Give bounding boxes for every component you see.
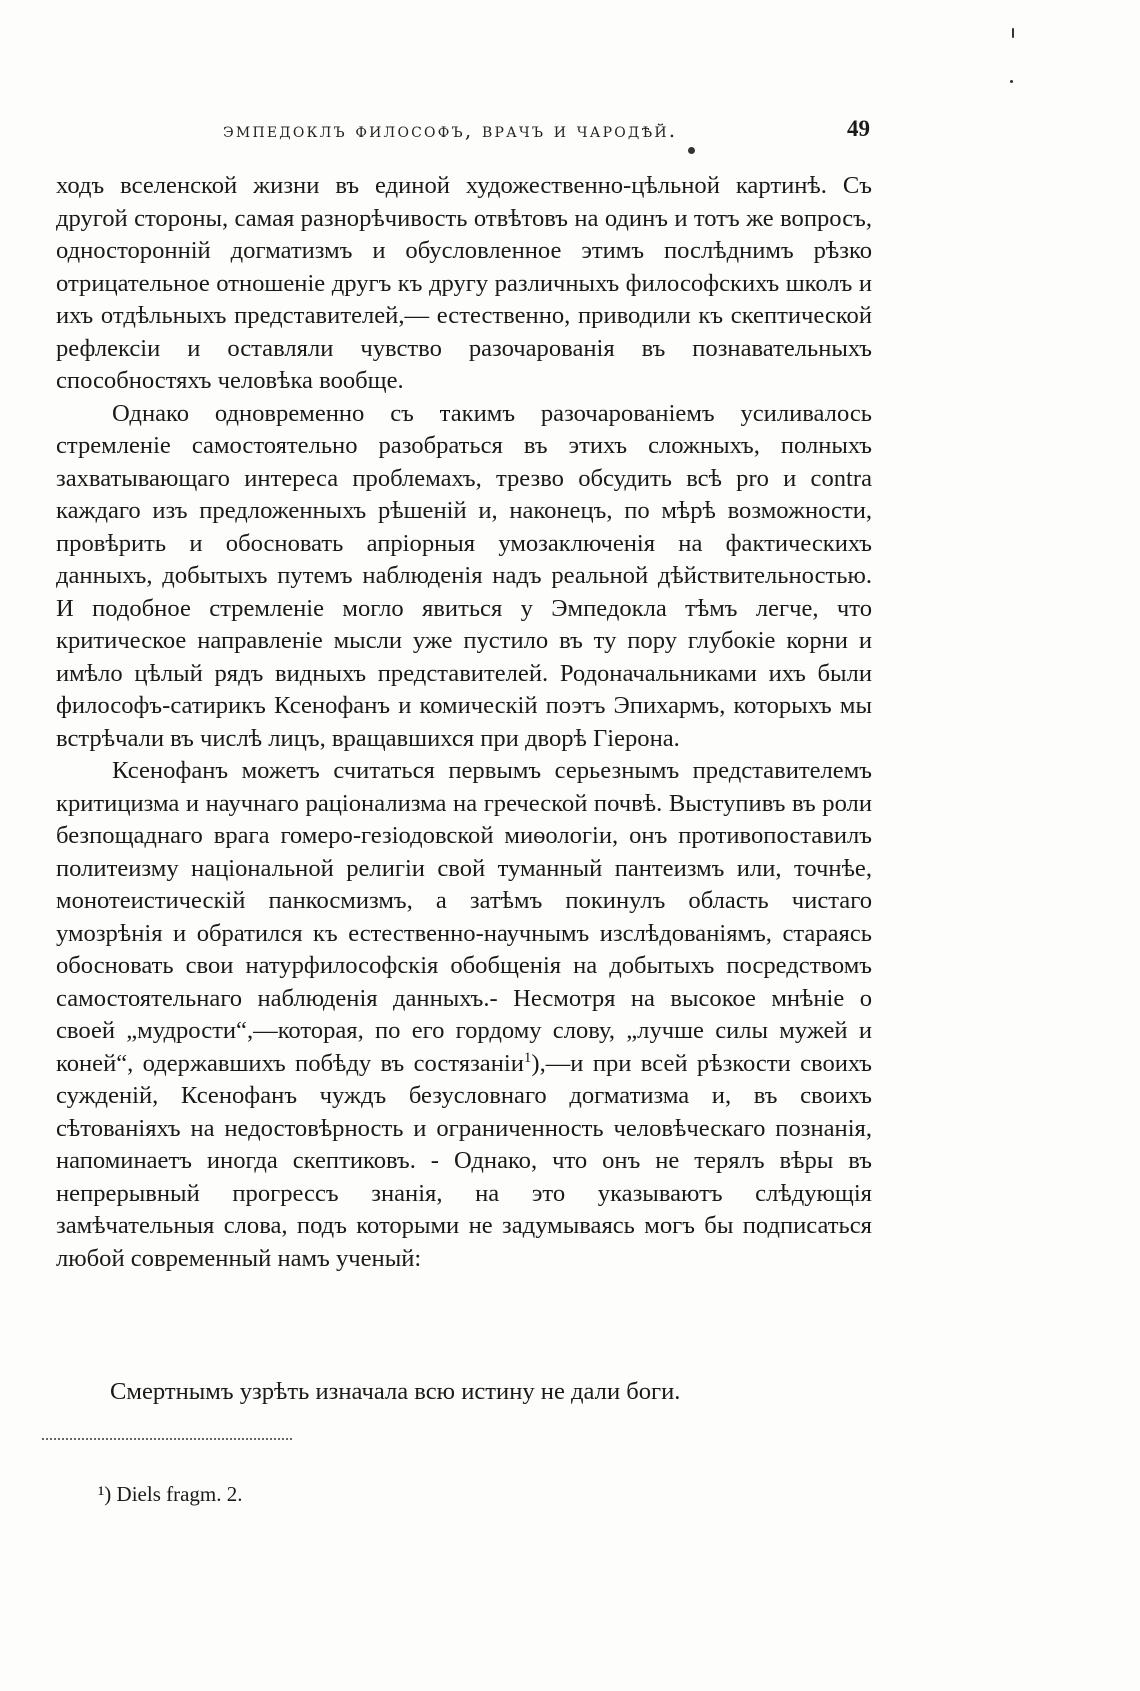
footnote-reference: 1: [523, 1049, 532, 1066]
paragraph-text: Ксенофанъ можетъ считаться первымъ серьезнымъ представителемъ критицизма и научнаго раціонализма на греческой почвѣ. Выступивъ въ роли безпощаднаго врага гомеро-гезіодовской миѳологіи, онъ противопоставилъ политеизму національной религіи свой туманный пантеизмъ или, точнѣе, монотеистическій панкосмизмъ, а затѣмъ покинулъ область чистаго умозрѣнія и обратился къ естественно-научнымъ изслѣдованіямъ, стараясь обосновать свои натурфилософскія обобщенія на добытыхъ посредствомъ самостоятельнаго наблюденія данныхъ.- Несмотря на высокое мнѣніе о своей „мудрости“,—которая, по его гордому слову, „лучше силы мужей и коней“, одержавшихъ побѣду въ состязаніи: [56, 757, 872, 1077]
footnote-text: Diels fragm. 2.: [116, 1482, 243, 1506]
footnote: [98, 1482, 243, 1507]
paragraph: [56, 755, 872, 1275]
verse-quote: Смертнымъ узрѣть изначала всю истину не дали боги.: [110, 1378, 681, 1405]
paragraph-text: ),—и при всей рѣзкости своихъ сужденій, Ксенофанъ чуждъ безусловнаго догматизма и, въ своихъ сѣтованіяхъ на недостовѣрность и ограниченность человѣческаго познанія, напоминаетъ иногда скептиковъ. - Однако, что онъ не терялъ вѣры въ непрерывный прогрессъ знанія, на это указываютъ слѣдующія замѣчательныя слова, подъ которыми не задумываясь могъ бы подписаться любой современный намъ ученый:: [56, 1049, 872, 1272]
print-speck: [1010, 80, 1013, 83]
running-title: эмпедоклъ философъ, врачъ и чародѣй.: [223, 118, 678, 142]
paragraph: ходъ вселенской жизни въ единой художественно-цѣльной картинѣ. Съ другой стороны, самая разнорѣчивость отвѣтовъ на одинъ и тотъ же вопросъ, односторонній догматизмъ и обусловленное этимъ послѣднимъ рѣзко отрицательное отношеніе другъ къ другу различныхъ философскихъ школъ и ихъ отдѣльныхъ представителей,— естественно, приводили къ скептической рефлексіи и оставляли чувство разочарованія въ познавательныхъ способностяхъ человѣка вообще.: [56, 172, 872, 394]
print-speck: [1012, 28, 1014, 38]
paragraph: Однако одновременно съ такимъ разочарованіемъ усиливалось стремленіе самостоятельно разобраться въ этихъ сложныхъ, полныхъ захватывающаго интереса проблемахъ, трезво обсудить всѣ pro и contra каждаго изъ предложенныхъ рѣшеній и, наконецъ, по мѣрѣ возможности, провѣрить и обосновать апріорныя умозаключенія на фактическихъ данныхъ, добытыхъ путемъ наблюденія надъ реальной дѣйствительностью. И подобное стремленіе могло явиться у Эмпедокла тѣмъ легче, что критическое направленіе мысли уже пустило въ ту пору глубокіе корни и имѣло цѣлый рядъ видныхъ представителей. Родоначальниками ихъ были философъ-сатирикъ Ксенофанъ и комическій поэтъ Эпихармъ, которыхъ мы встрѣчали въ числѣ лицъ, вращавшихся при дворѣ Гіерона.: [56, 399, 872, 752]
footnote-mark: ¹): [98, 1482, 112, 1506]
footnote-divider: [42, 1438, 292, 1440]
running-header: [58, 116, 870, 150]
page-number: 49: [847, 116, 870, 141]
body-text: [56, 170, 872, 1275]
